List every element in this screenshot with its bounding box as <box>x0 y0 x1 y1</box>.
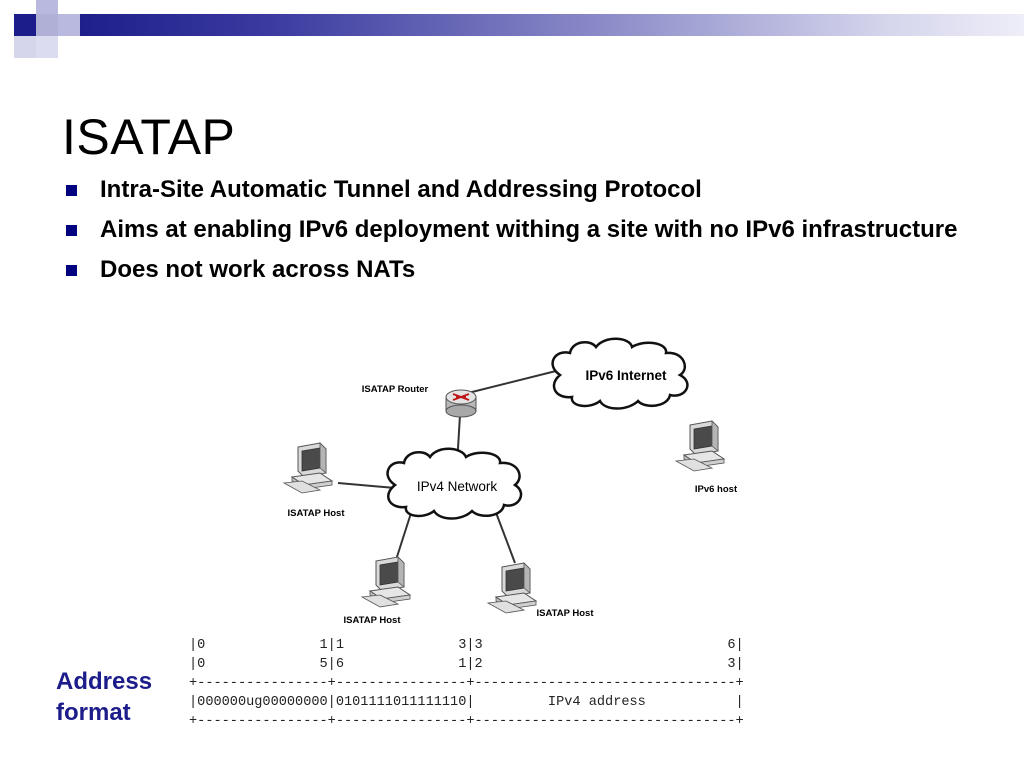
link-host2-ipv4 <box>395 510 412 563</box>
network-diagram <box>270 335 750 630</box>
bullet-text: Intra-Site Automatic Tunnel and Addressing Protocol <box>100 176 702 203</box>
isatap-host-label: ISATAP Host <box>536 608 594 619</box>
decor-square <box>36 0 58 14</box>
bullet-item <box>62 172 962 207</box>
address-format-row: |0 1|1 3|3 6| <box>189 638 744 653</box>
ipv6-host-computer-icon <box>676 421 724 471</box>
link-router-internet <box>460 370 560 395</box>
ipv6-internet-cloud <box>553 339 688 409</box>
bullet-item <box>62 212 962 247</box>
bullet-text: Does not work across NATs <box>100 256 416 283</box>
address-format-label <box>56 666 152 728</box>
ipv6-host-label: IPv6 host <box>694 484 738 495</box>
bullet-list <box>62 172 962 292</box>
isatap-host-label: ISATAP Host <box>287 508 345 519</box>
square-bullet-icon <box>66 185 77 196</box>
ipv4-network-label: IPv4 Network <box>416 479 498 494</box>
square-bullet-icon <box>66 265 77 276</box>
isatap-host-left-computer-icon <box>284 443 332 493</box>
router-label: ISATAP Router <box>361 384 429 395</box>
address-format-table <box>189 636 744 731</box>
ipv4-network-cloud <box>388 449 522 519</box>
link-host3-ipv4 <box>495 510 515 563</box>
isatap-host-right-computer-icon <box>488 563 536 613</box>
decor-square <box>36 14 58 36</box>
address-format-label-line: format <box>56 699 131 726</box>
address-format-label-line: Address <box>56 668 153 695</box>
slide-title: ISATAP <box>62 108 236 165</box>
decor-square <box>58 14 80 36</box>
isatap-host-label: ISATAP Host <box>343 615 401 626</box>
isatap-host-bottom-computer-icon <box>362 557 410 607</box>
bullet-text: Aims at enabling IPv6 deployment withing a site with no IPv6 infrastructure <box>100 216 958 243</box>
isatap-router <box>362 384 476 417</box>
address-format-row: |000000ug00000000|0101111011111110| IPv4 address | <box>189 695 744 710</box>
decor-square <box>36 36 58 58</box>
ipv6-internet-label: IPv6 Internet <box>585 368 667 383</box>
header-gradient-band <box>80 14 1024 36</box>
address-format-row: +----------------+----------------+--------------------------------+ <box>189 676 744 691</box>
link-host1-ipv4 <box>338 483 395 488</box>
decor-square <box>14 14 36 36</box>
decor-square <box>14 36 36 58</box>
bullet-item <box>62 252 962 287</box>
address-format-row: |0 5|6 1|2 3| <box>189 657 744 672</box>
square-bullet-icon <box>66 225 77 236</box>
address-format-row: +----------------+----------------+--------------------------------+ <box>189 714 744 729</box>
